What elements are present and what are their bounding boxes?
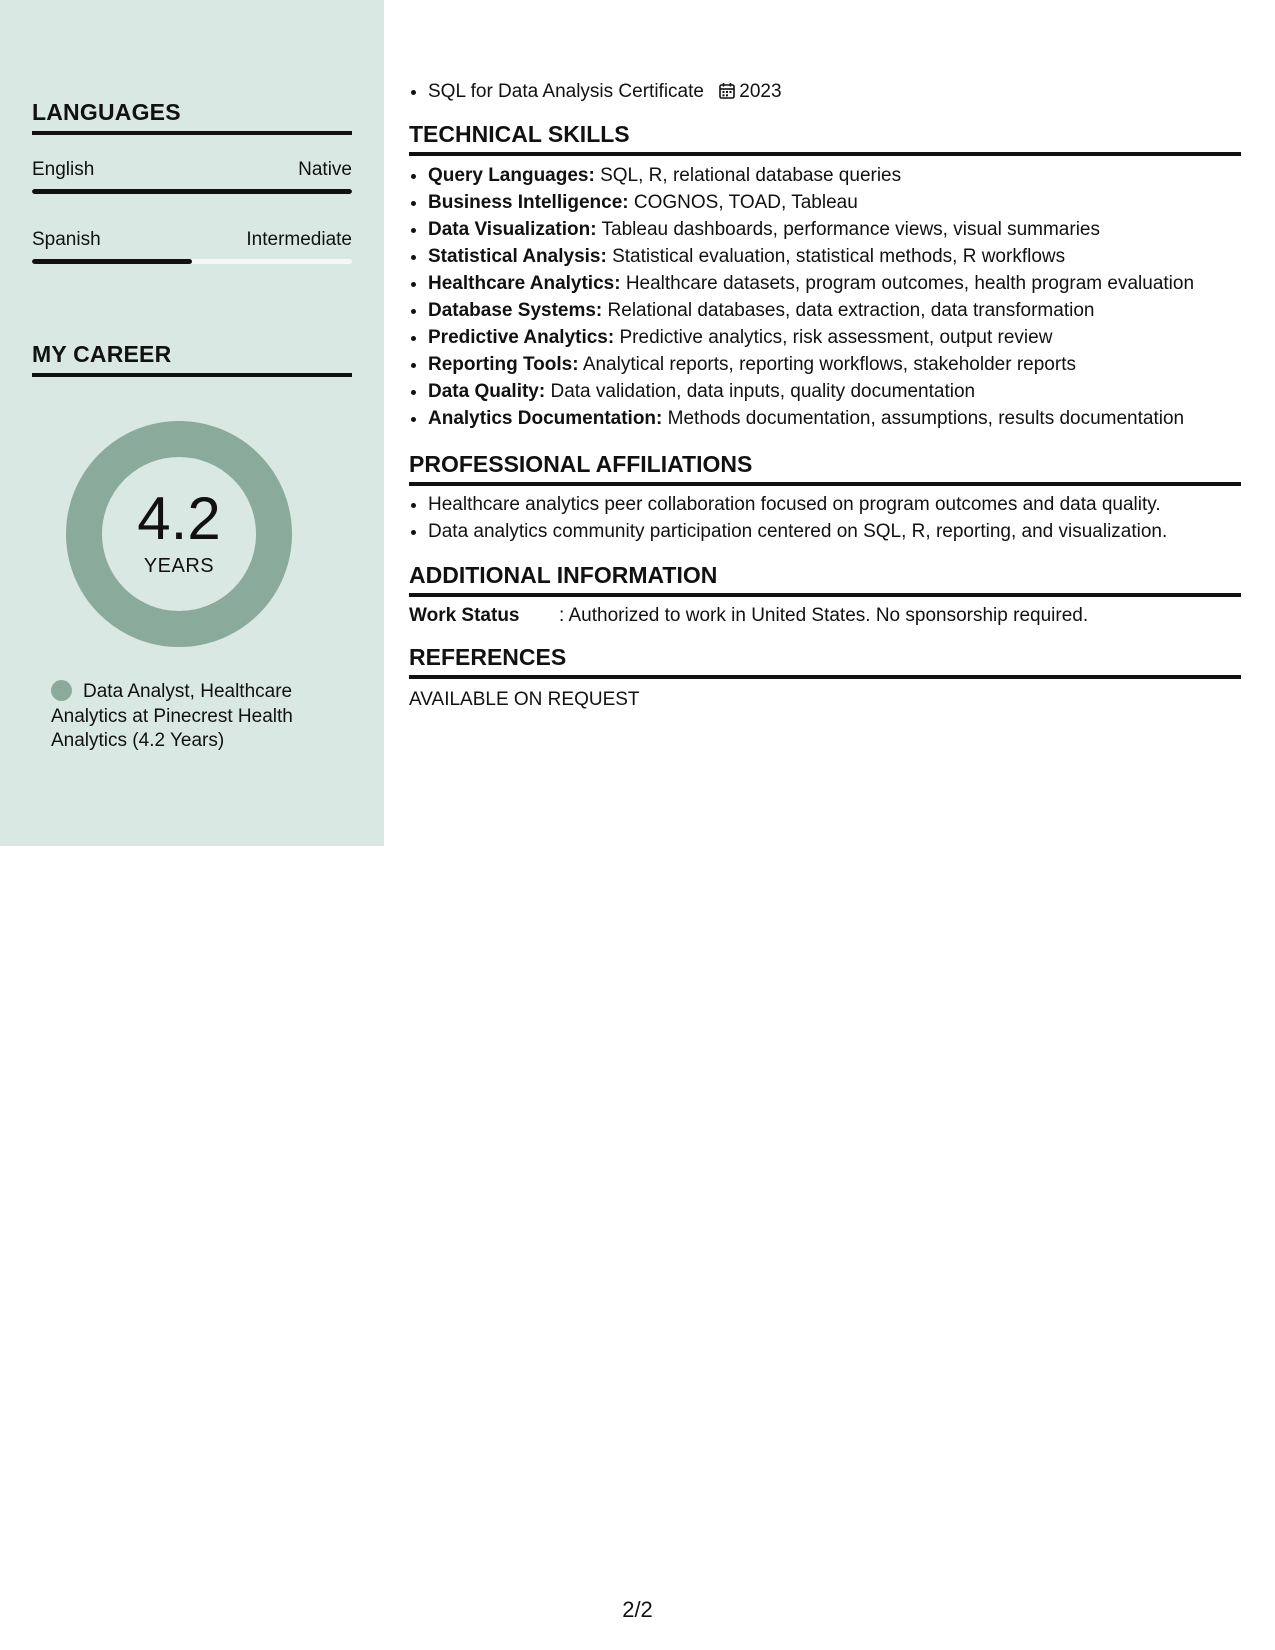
- language-name: English: [32, 159, 95, 180]
- sidebar: [0, 0, 384, 846]
- skill-label: Query Languages:: [428, 165, 595, 186]
- skill-item: [428, 378, 1248, 405]
- language-proficiency-bar: [32, 259, 352, 264]
- language-level: Intermediate: [246, 229, 352, 250]
- references-text: AVAILABLE ON REQUEST: [409, 689, 640, 710]
- skill-value: Statistical evaluation, statistical methods, R workflows: [612, 246, 1066, 267]
- skill-value: Methods documentation, assumptions, results documentation: [667, 408, 1185, 429]
- career-years-value: 4.2: [137, 485, 221, 552]
- certification-name: SQL for Data Analysis Certificate: [428, 81, 704, 102]
- work-status-row: [409, 605, 1241, 627]
- skill-value: Predictive analytics, risk assessment, output review: [619, 327, 1053, 348]
- skill-value: Data validation, data inputs, quality documentation: [550, 381, 976, 402]
- certification-list: [409, 80, 782, 104]
- skill-item: [428, 324, 1248, 351]
- references-heading: REFERENCES: [409, 644, 1241, 679]
- skill-label: Analytics Documentation:: [428, 408, 663, 429]
- skill-item: [428, 162, 1248, 189]
- skill-item: [428, 351, 1248, 378]
- language-proficiency-fill: [32, 189, 352, 194]
- skill-value: Relational databases, data extraction, data transformation: [607, 300, 1095, 321]
- skill-label: Data Quality:: [428, 381, 546, 402]
- career-heading: MY CAREER: [32, 341, 352, 377]
- skill-label: Data Visualization:: [428, 219, 597, 240]
- affiliation-item: • Data analytics community participation centered on SQL, R, reporting, and visualization.: [428, 518, 1248, 545]
- affiliation-item: • Healthcare analytics peer collaboration focused on program outcomes and data quality.: [428, 491, 1248, 518]
- language-row-spanish: [32, 229, 352, 251]
- affiliations-heading: PROFESSIONAL AFFILIATIONS: [409, 451, 1241, 486]
- certification-year: 2023: [739, 81, 782, 102]
- skill-label: Healthcare Analytics:: [428, 273, 621, 294]
- skill-value: Analytical reports, reporting workflows, stakeholder reports: [582, 354, 1076, 375]
- skill-value: SQL, R, relational database queries: [600, 165, 902, 186]
- work-status-value: : Authorized to work in United States. No sponsorship required.: [559, 605, 1089, 626]
- skill-value: Tableau dashboards, performance views, visual summaries: [601, 219, 1100, 240]
- skill-label: Reporting Tools:: [428, 354, 579, 375]
- affiliations-list: [409, 491, 1248, 545]
- skill-label: Business Intelligence:: [428, 192, 629, 213]
- language-proficiency-bar: [32, 189, 352, 194]
- skill-item: [428, 216, 1248, 243]
- skill-value: COGNOS, TOAD, Tableau: [633, 192, 858, 213]
- work-status-label: Work Status: [409, 605, 520, 626]
- skill-item: [428, 243, 1248, 270]
- additional-info-heading: ADDITIONAL INFORMATION: [409, 562, 1241, 597]
- career-years-donut: [66, 421, 292, 647]
- skill-value: Healthcare datasets, program outcomes, health program evaluation: [625, 273, 1195, 294]
- languages-heading: LANGUAGES: [32, 99, 352, 135]
- language-proficiency-fill: [32, 259, 192, 264]
- skill-item: [428, 405, 1248, 432]
- technical-skills-heading: TECHNICAL SKILLS: [409, 121, 1241, 156]
- skill-item: [428, 297, 1248, 324]
- skill-label: Statistical Analysis:: [428, 246, 607, 267]
- skill-item: [428, 270, 1248, 297]
- career-entry: [51, 680, 351, 754]
- language-level: Native: [298, 159, 352, 180]
- skill-label: Predictive Analytics:: [428, 327, 615, 348]
- technical-skills-list: [409, 162, 1248, 432]
- language-name: Spanish: [32, 229, 101, 250]
- skill-label: Database Systems:: [428, 300, 603, 321]
- career-legend-dot: [51, 680, 72, 701]
- language-row-english: [32, 159, 352, 181]
- page-number: 2/2: [622, 1597, 653, 1622]
- skill-item: [428, 189, 1248, 216]
- career-entry-text: Data Analyst, Healthcare Analytics at Pinecrest Health Analytics (4.2 Years): [51, 681, 293, 751]
- certification-item: [428, 80, 782, 104]
- career-years-unit: YEARS: [143, 555, 215, 577]
- calendar-icon: [719, 82, 735, 99]
